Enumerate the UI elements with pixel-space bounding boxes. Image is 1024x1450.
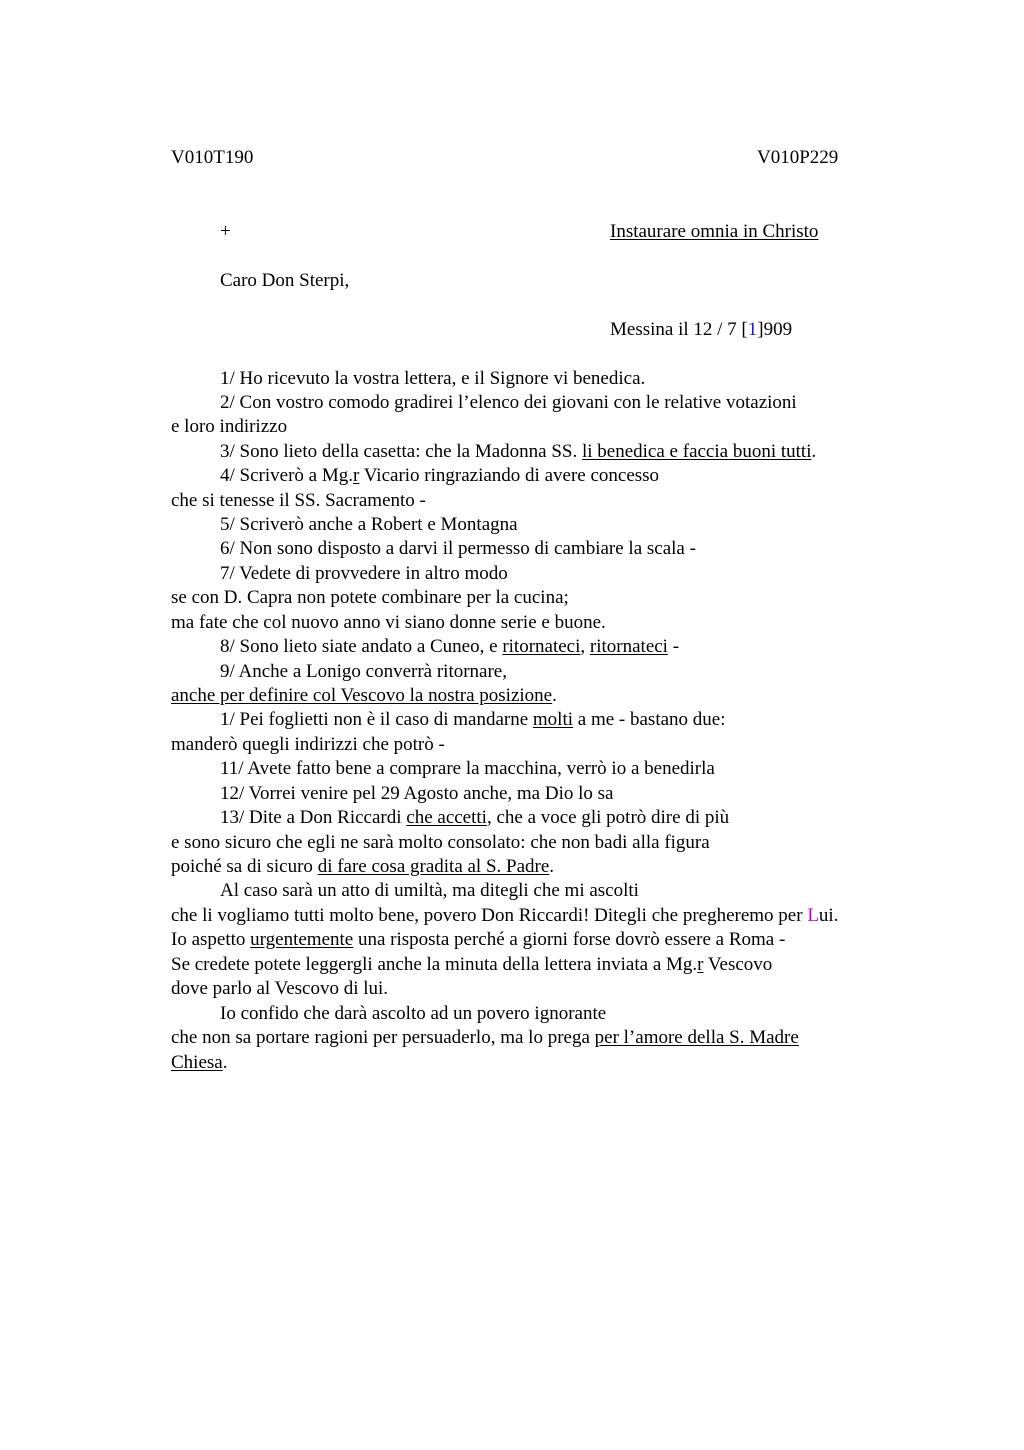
text-segment: a me - bastano due:	[573, 709, 726, 730]
body-line: e sono sicuro che egli ne sarà molto consolato: che non badi alla figura	[171, 832, 710, 853]
text-segment: , che a voce gli potrò dire di più	[486, 807, 730, 828]
body-line: che si tenesse il SS. Sacramento -	[171, 490, 426, 511]
text-segment: .	[222, 1052, 228, 1073]
text-segment: .	[549, 856, 555, 877]
underlined-text: che accetti	[406, 807, 487, 828]
body-line	[220, 806, 729, 830]
underlined-text: ritornateci	[502, 636, 581, 657]
body-line: se con D. Capra non potete combinare per la cucina;	[171, 587, 569, 608]
body-line: 1/ Ho ricevuto la vostra lettera, e il Signore vi benedica.	[220, 368, 646, 389]
underlined-text: li benedica e faccia buoni tutti	[581, 441, 812, 462]
body-line: manderò quegli indirizzi che potrò -	[171, 734, 445, 755]
text-segment: 1/ Pei foglietti non è il caso di mandarne	[220, 709, 533, 730]
body-line: 12/ Vorrei venire pel 29 Agosto anche, ma Dio lo sa	[220, 783, 614, 804]
text-segment: .	[552, 685, 557, 706]
body-line	[171, 855, 554, 879]
body-line	[171, 1026, 799, 1050]
body-line: dove parlo al Vescovo di lui.	[171, 978, 389, 999]
text-segment: che li vogliamo tutti molto bene, povero Don Riccardi! Ditegli che pregheremo per	[171, 905, 808, 926]
body-line	[220, 440, 816, 464]
body-line	[171, 953, 772, 977]
body-line	[171, 1051, 227, 1075]
text-segment: che non sa portare ragioni per persuaderlo, ma lo prega	[171, 1027, 595, 1048]
body-line: Io confido che darà ascolto ad un povero ignorante	[220, 1003, 607, 1024]
text-segment: poiché sa di sicuro	[171, 856, 318, 877]
body-line: 6/ Non sono disposto a darvi il permesso di cambiare la scala -	[220, 538, 696, 559]
underlined-text: per l’amore della S. Madre	[594, 1027, 799, 1048]
text-segment: Io aspetto	[171, 929, 251, 950]
text-segment: 13/ Dite a Don Riccardi	[220, 807, 407, 828]
date-suffix: ]909	[757, 319, 793, 340]
body-line: 2/ Con vostro comodo gradirei l’elenco dei giovani con le relative votazioni	[220, 392, 797, 413]
underlined-text: urgentemente	[250, 929, 354, 950]
text-segment: Se credete potete leggergli anche la minuta della lettera inviata a Mg.	[171, 954, 698, 975]
body-line: ma fate che col nuovo anno vi siano donne serie e buone.	[171, 612, 606, 633]
body-line: Al caso sarà un atto di umiltà, ma ditegli che mi ascolti	[220, 880, 639, 901]
text-segment: .	[811, 441, 817, 462]
body-line	[220, 464, 659, 488]
colored-letter: L	[807, 905, 819, 926]
body-line: 5/ Scriverò anche a Robert e Montagna	[220, 514, 518, 535]
body-line	[220, 635, 679, 659]
text-segment: ui.	[818, 905, 839, 926]
header-left-code: V010T190	[171, 147, 254, 168]
underlined-text: Chiesa	[171, 1052, 223, 1073]
text-segment: ,	[580, 636, 590, 657]
letter-date	[610, 318, 792, 342]
text-segment: Vescovo	[703, 954, 773, 975]
text-segment: 3/ Sono lieto della casetta: che la Madonna SS.	[220, 441, 582, 462]
text-segment: -	[667, 636, 680, 657]
body-line: 11/ Avete fatto bene a comprare la macchina, verrò io a benedirla	[220, 758, 715, 779]
underlined-text: r	[352, 465, 360, 486]
body-line	[171, 904, 838, 928]
underlined-text: molti	[532, 709, 574, 730]
underlined-text: ritornateci	[589, 636, 668, 657]
salutation: Caro Don Sterpi,	[220, 270, 350, 291]
body-line: e loro indirizzo	[171, 416, 288, 437]
body-line	[171, 684, 557, 708]
text-segment: 8/ Sono lieto siate andato a Cuneo, e	[220, 636, 503, 657]
text-segment: una risposta perché a giorni forse dovrò essere a Roma -	[353, 929, 786, 950]
body-line	[171, 928, 785, 952]
cross-mark: +	[220, 221, 231, 242]
body-line: 7/ Vedete di provvedere in altro modo	[220, 563, 508, 584]
date-prefix: Messina il 12 / 7 [	[610, 319, 748, 340]
body-line	[220, 708, 726, 732]
text-segment: 4/ Scriverò a Mg.	[220, 465, 353, 486]
body-line: 9/ Anche a Lonigo converrà ritornare,	[220, 661, 507, 682]
underlined-text: r	[697, 954, 704, 975]
underlined-text: anche per definire col Vescovo la nostra posizione	[171, 685, 553, 706]
header-right-code: V010P229	[757, 147, 839, 168]
underlined-text: di fare cosa gradita al S. Padre	[317, 856, 550, 877]
date-digit: 1	[747, 319, 758, 340]
motto: Instaurare omnia in Christo	[610, 221, 819, 242]
text-segment: Vicario ringraziando di avere concesso	[359, 465, 660, 486]
